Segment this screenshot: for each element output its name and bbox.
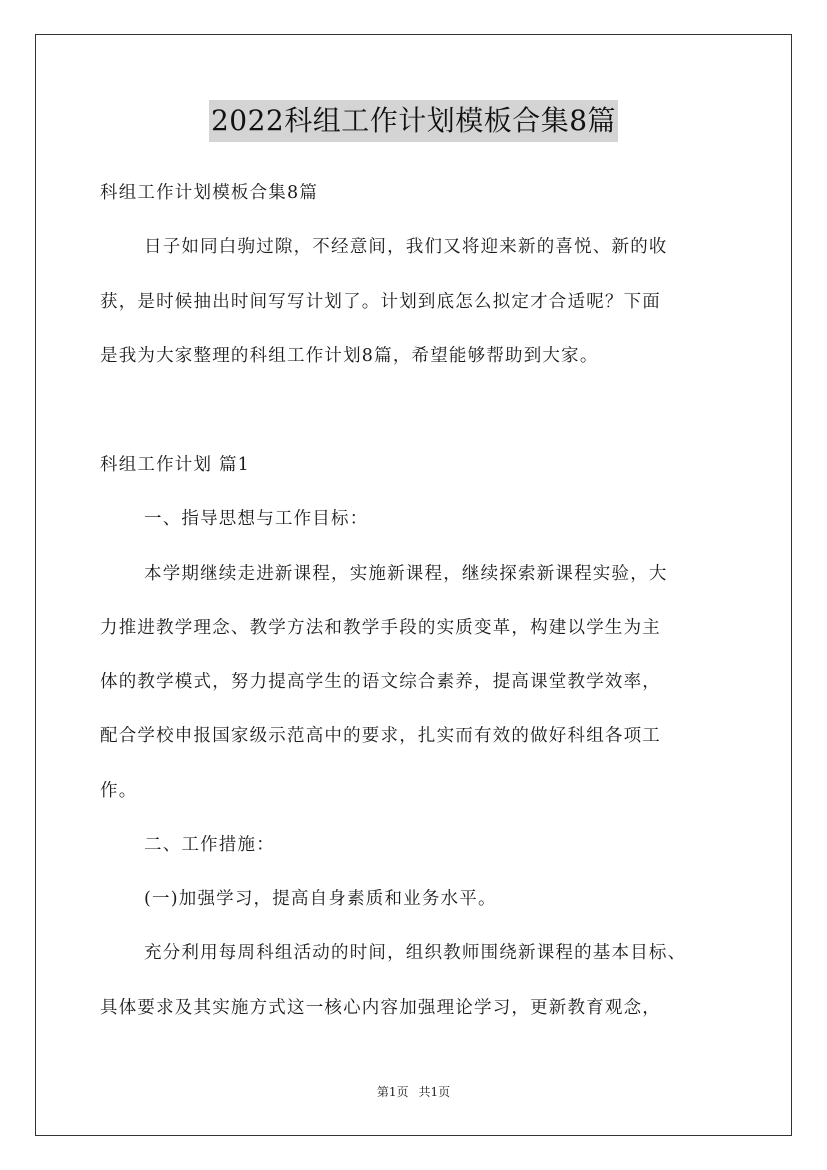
page-number: 第1页 [376,1085,409,1099]
page-footer [0,1083,827,1100]
subtitle-line: 科组工作计划模板合集8篇 [100,183,319,203]
section-heading: 科组工作计划 篇1 [100,455,250,475]
document-title: 2022科组工作计划模板合集8篇 [209,100,618,142]
paragraph-line: 本学期继续走进新课程，实施新课程，继续探索新课程实验，大 [144,564,668,584]
paragraph-line: 作。 [100,781,138,801]
subsection-heading: 二、工作措施： [144,835,275,855]
paragraph-line: 具体要求及其实施方式这一核心内容加强理论学习，更新教育观念， [100,998,661,1018]
paragraph-line: 获，是时候抽出时间写写计划了。计划到底怎么拟定才合适呢？下面 [100,292,661,312]
paragraph-line: 是我为大家整理的科组工作计划8篇，希望能够帮助到大家。 [100,346,599,366]
paragraph-line: 配合学校申报国家级示范高中的要求，扎实而有效的做好科组各项工 [100,726,661,746]
title-wrap [0,100,827,142]
paragraph-line: 充分利用每周科组活动的时间，组织教师围绕新课程的基本目标、 [144,943,687,963]
subsection-heading: 一、指导思想与工作目标： [144,509,369,529]
page-total: 共1页 [418,1085,451,1099]
subsection-heading: (一)加强学习，提高自身素质和业务水平。 [144,889,497,909]
paragraph-line: 日子如同白驹过隙，不经意间，我们又将迎来新的喜悦、新的收 [144,237,668,257]
paragraph-line: 体的教学模式，努力提高学生的语文综合素养，提高课堂教学效率， [100,672,661,692]
paragraph-line: 力推进教学理念、教学方法和教学手段的实质变革，构建以学生为主 [100,618,661,638]
